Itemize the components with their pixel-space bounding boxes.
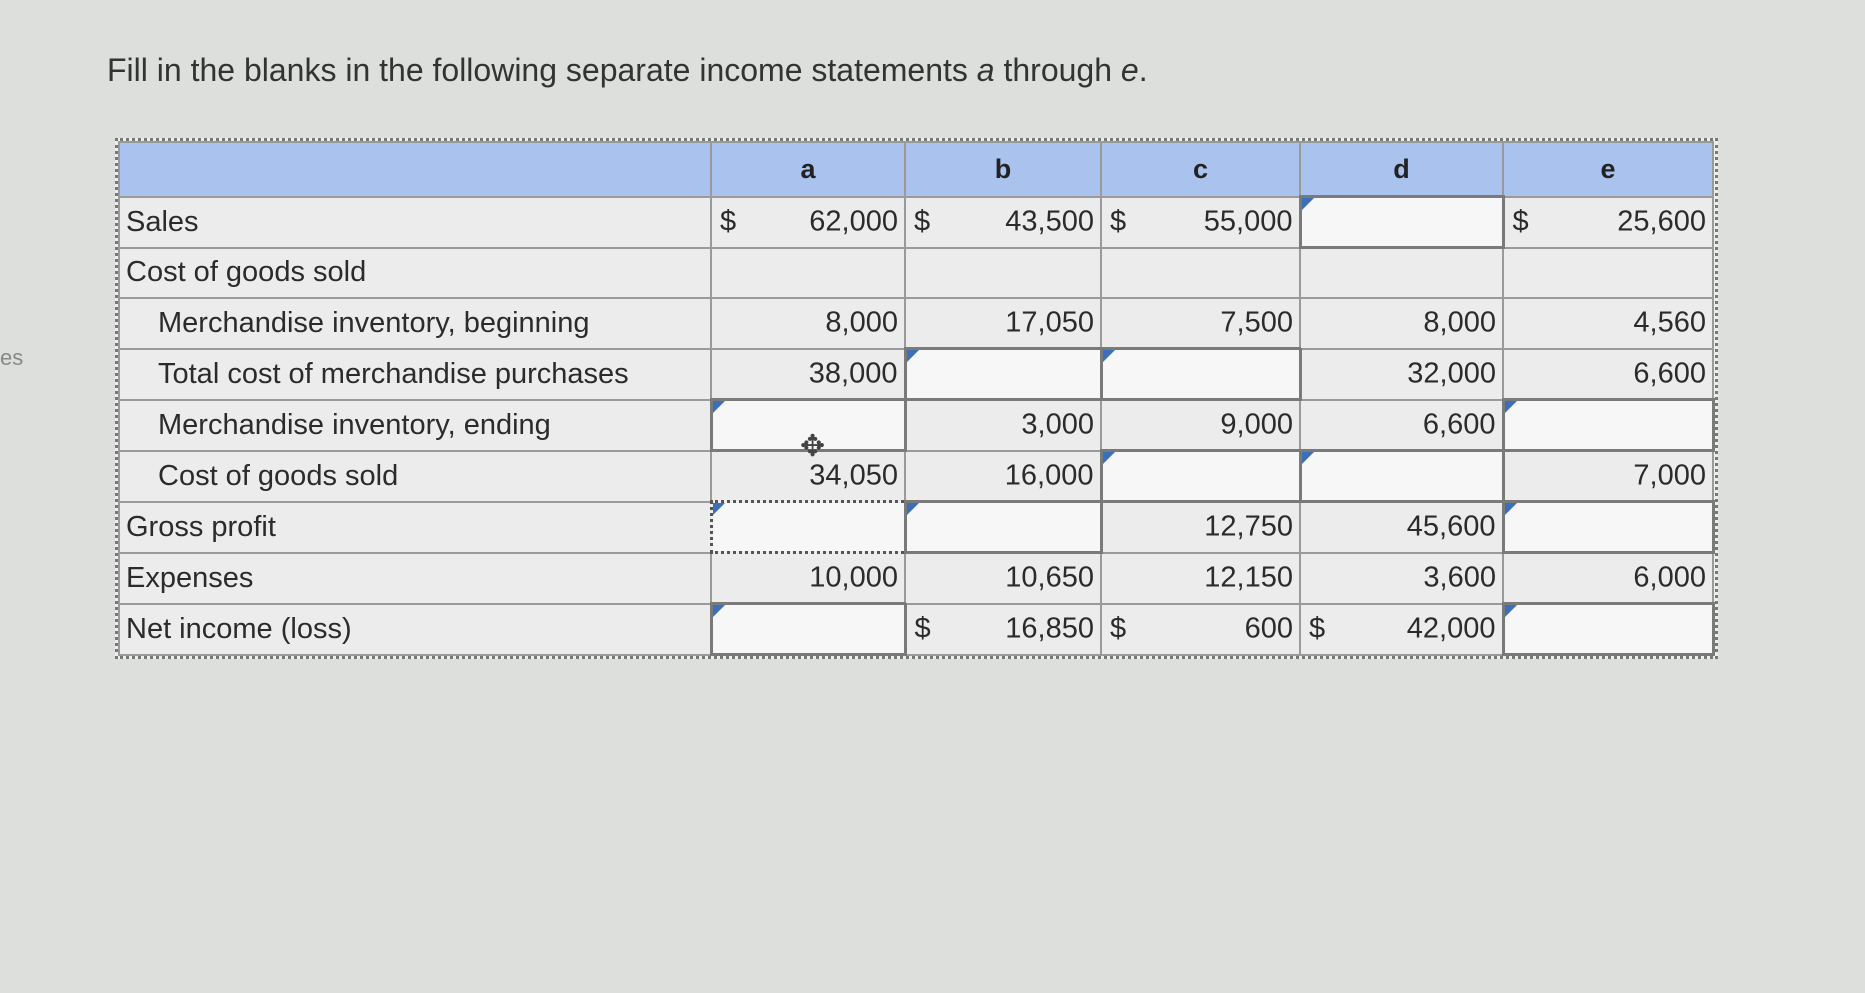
answer-input-d[interactable] bbox=[1300, 451, 1503, 502]
value-cell-d bbox=[1300, 248, 1503, 299]
currency-symbol: $ bbox=[914, 205, 931, 238]
column-header-b: b bbox=[905, 142, 1101, 197]
answer-input-c[interactable] bbox=[1101, 451, 1300, 502]
cell-value: 38,000 bbox=[808, 357, 898, 390]
cell-value: 16,000 bbox=[1004, 459, 1094, 492]
cell-value: 17,050 bbox=[1005, 306, 1094, 339]
cell-value: 10,650 bbox=[1005, 561, 1094, 594]
value-cell-e bbox=[1503, 298, 1713, 349]
cell-value: 62,000 bbox=[809, 205, 898, 238]
cell-value: 12,750 bbox=[1204, 510, 1293, 543]
table-row bbox=[119, 604, 1713, 655]
currency-symbol: $ bbox=[914, 612, 931, 645]
cell-value: 12,150 bbox=[1204, 561, 1293, 594]
answer-input-d[interactable] bbox=[1300, 197, 1503, 248]
answer-input-e[interactable] bbox=[1503, 604, 1713, 655]
instruction-a: a bbox=[976, 52, 995, 88]
instruction-suffix: . bbox=[1138, 52, 1148, 88]
value-cell-b bbox=[905, 197, 1101, 248]
cropped-side-text: es bbox=[0, 345, 24, 370]
cell-value: 600 bbox=[1244, 612, 1293, 645]
value-cell-a bbox=[711, 248, 905, 299]
move-cursor-icon: ✥ bbox=[800, 430, 826, 463]
table-row bbox=[119, 248, 1713, 299]
table-row bbox=[119, 298, 1713, 349]
value-cell-c bbox=[1101, 502, 1300, 553]
table-row bbox=[119, 349, 1713, 400]
income-statement-table bbox=[115, 138, 1718, 659]
answer-input-e[interactable] bbox=[1503, 502, 1713, 553]
row-label: Sales bbox=[119, 197, 711, 248]
value-cell-c bbox=[1101, 400, 1300, 451]
value-cell-c bbox=[1101, 604, 1300, 655]
value-cell-b bbox=[905, 553, 1101, 604]
answer-input-a[interactable] bbox=[711, 502, 905, 553]
value-cell-e bbox=[1503, 248, 1713, 299]
cell-value: 6,000 bbox=[1633, 561, 1706, 594]
value-cell-b bbox=[905, 298, 1101, 349]
row-label: Cost of goods sold bbox=[119, 451, 711, 502]
value-cell-e bbox=[1503, 349, 1713, 400]
instruction-prefix: Fill in the blanks in the following separate income statements bbox=[107, 52, 977, 88]
value-cell-e bbox=[1503, 197, 1713, 248]
value-cell-b bbox=[905, 400, 1101, 451]
value-cell-a bbox=[711, 197, 905, 248]
currency-symbol: $ bbox=[720, 205, 737, 238]
answer-input-e[interactable] bbox=[1503, 400, 1713, 451]
table-row bbox=[119, 400, 1713, 451]
column-header-e: e bbox=[1503, 142, 1713, 197]
header-blank bbox=[119, 142, 711, 197]
cell-value: 8,000 bbox=[825, 306, 898, 339]
value-cell-c bbox=[1101, 553, 1300, 604]
value-cell-a bbox=[711, 553, 905, 604]
currency-symbol: $ bbox=[1110, 205, 1127, 238]
cell-value: 16,850 bbox=[1005, 612, 1094, 645]
cell-value: 9,000 bbox=[1220, 408, 1293, 441]
row-label: Merchandise inventory, beginning bbox=[119, 298, 711, 349]
row-label: Cost of goods sold bbox=[119, 248, 711, 299]
table-row bbox=[119, 502, 1713, 553]
value-cell-e bbox=[1503, 553, 1713, 604]
value-cell-d bbox=[1300, 502, 1503, 553]
instruction-through: through bbox=[994, 52, 1121, 88]
instruction-text bbox=[107, 52, 1148, 89]
answer-input-a[interactable] bbox=[711, 604, 905, 655]
cell-value: 32,000 bbox=[1407, 357, 1496, 390]
currency-symbol: $ bbox=[1309, 612, 1326, 645]
cell-value: 25,600 bbox=[1617, 205, 1706, 238]
answer-input-b[interactable] bbox=[905, 502, 1101, 553]
cell-value: 6,600 bbox=[1422, 408, 1496, 441]
cell-value: 6,600 bbox=[1633, 357, 1706, 390]
value-cell-a bbox=[711, 298, 905, 349]
value-cell-d bbox=[1300, 604, 1503, 655]
answer-input-c[interactable] bbox=[1101, 349, 1300, 400]
cell-value: 42,000 bbox=[1406, 612, 1496, 645]
value-cell-c bbox=[1101, 197, 1300, 248]
cell-value: 3,000 bbox=[1021, 408, 1094, 441]
row-label: Expenses bbox=[119, 553, 711, 604]
value-cell-c bbox=[1101, 248, 1300, 299]
cell-value: 7,000 bbox=[1633, 459, 1706, 492]
value-cell-b bbox=[905, 248, 1101, 299]
value-cell-b bbox=[905, 604, 1101, 655]
answer-input-b[interactable] bbox=[905, 349, 1101, 400]
row-label: Merchandise inventory, ending bbox=[119, 400, 711, 451]
cell-value: 4,560 bbox=[1633, 306, 1706, 339]
value-cell-c bbox=[1101, 298, 1300, 349]
cell-value: 55,000 bbox=[1203, 205, 1293, 238]
column-header-c: c bbox=[1101, 142, 1300, 197]
value-cell-d bbox=[1300, 349, 1503, 400]
cell-value: 10,000 bbox=[809, 561, 898, 594]
table-row bbox=[119, 553, 1713, 604]
value-cell-d bbox=[1300, 553, 1503, 604]
currency-symbol: $ bbox=[1512, 205, 1529, 238]
row-label: Total cost of merchandise purchases bbox=[119, 349, 711, 400]
value-cell-d bbox=[1300, 298, 1503, 349]
column-header-d: d bbox=[1300, 142, 1503, 197]
value-cell-e bbox=[1503, 451, 1713, 502]
currency-symbol: $ bbox=[1110, 612, 1127, 645]
cell-value: 34,050 bbox=[809, 459, 898, 492]
cell-value: 43,500 bbox=[1005, 205, 1094, 238]
header-row bbox=[119, 142, 1713, 197]
row-label: Net income (loss) bbox=[119, 604, 711, 655]
cell-value: 7,500 bbox=[1220, 306, 1293, 339]
instruction-e: e bbox=[1120, 52, 1139, 88]
column-header-a: a bbox=[711, 142, 905, 197]
value-cell-a bbox=[711, 349, 905, 400]
value-cell-d bbox=[1300, 400, 1503, 451]
row-label: Gross profit bbox=[119, 502, 711, 553]
cell-value: 45,600 bbox=[1406, 510, 1496, 543]
cell-value: 3,600 bbox=[1423, 561, 1496, 594]
table-row bbox=[119, 197, 1713, 248]
value-cell-b bbox=[905, 451, 1101, 502]
table-row bbox=[119, 451, 1713, 502]
cell-value: 8,000 bbox=[1423, 306, 1496, 339]
